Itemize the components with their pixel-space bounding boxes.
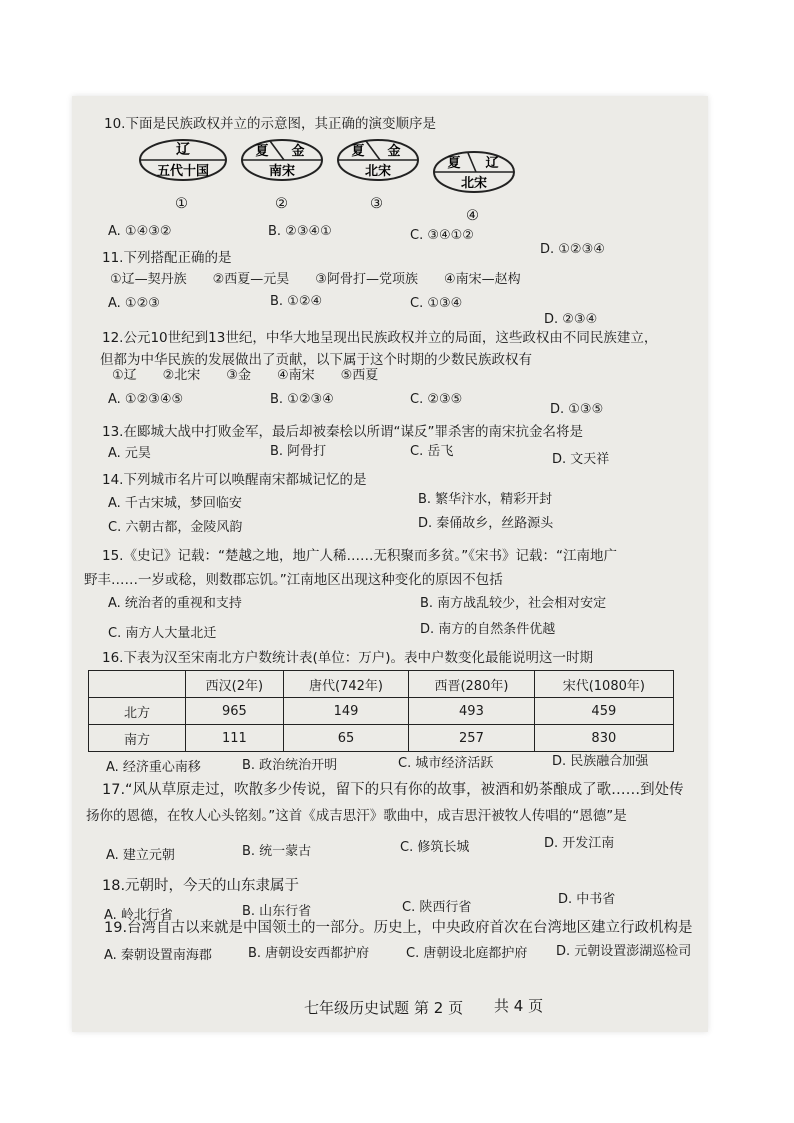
exam-page [72,96,708,1032]
table-cell: 493 [409,698,534,725]
q10-option-d: D. ①②③④ [540,242,605,257]
table-cell: 65 [283,725,408,752]
table-header-row [89,671,674,698]
q13-option-c: C. 岳飞 [410,444,454,459]
household-table [88,670,674,752]
table-header-cell: 宋代(1080年) [534,671,673,698]
q14-option-d: D. 秦俑故乡，丝路源头 [418,516,554,531]
q18-option-d: D. 中书省 [558,892,616,907]
q19-option-c: C. 唐朝设北庭都护府 [406,946,528,961]
q10-d1-num: ① [175,196,188,212]
q19-stem: 19.台湾自古以来就是中国领土的一部分。历史上，中央政府首次在台湾地区建立行政机构是 [104,920,693,936]
q13-stem: 13.在郾城大战中打败金军，最后却被秦桧以所谓“谋反”罪杀害的南宋抗金名将是 [102,424,583,440]
table-header-cell: 西晋(280年) [409,671,534,698]
q16-option-c: C. 城市经济活跃 [398,756,494,771]
q11-option-a: A. ①②③ [108,296,160,311]
table-header-cell [89,671,186,698]
q11-option-b: B. ①②④ [270,294,323,309]
q11-option-d: D. ②③④ [544,312,598,327]
q12-items: ①辽 ②北宋 ③金 ④南宋 ⑤西夏 [112,368,379,383]
q10-stem: 10.下面是民族政权并立的示意图，其正确的演变顺序是 [104,116,436,132]
q10-option-b: B. ②③④① [268,224,332,239]
q18-option-b: B. 山东行省 [242,904,312,919]
q16-option-b: B. 政治统治开明 [242,758,338,773]
q19-option-d: D. 元朝设置澎湖巡检司 [556,944,692,959]
q10-d1-top: 辽 [176,142,190,158]
q19-option-b: B. 唐朝设安西都护府 [248,946,370,961]
q12-option-d: D. ①③⑤ [550,402,604,417]
q12-option-b: B. ①②③④ [270,392,334,407]
q13-option-a: A. 元昊 [108,446,151,461]
svg-text:夏: 夏 [351,144,365,159]
q15-option-b: B. 南方战乱较少，社会相对安定 [420,596,607,611]
q14-stem: 14.下列城市名片可以唤醒南宋都城记忆的是 [102,472,367,488]
svg-text:金: 金 [291,144,305,159]
q14-option-a: A. 千古宋城，梦回临安 [108,496,242,511]
table-row [89,725,674,752]
q17-option-d: D. 开发江南 [544,836,615,851]
q15-option-c: C. 南方人大量北迁 [108,626,217,641]
svg-text:夏: 夏 [447,156,461,171]
table-cell: 965 [186,698,284,725]
table-header-cell: 唐代(742年) [283,671,408,698]
q15-stem-line2: 野丰……一岁或稔，则数郡忘饥。”江南地区出现这种变化的原因不包括 [84,572,503,588]
q14-option-b: B. 繁华汴水，精彩开封 [418,492,553,507]
q10-d3-num: ③ [370,196,383,212]
q12-option-c: C. ②③⑤ [410,392,463,407]
footer-subject: 七年级历史试题 [304,999,410,1017]
svg-text:北宋: 北宋 [364,164,392,179]
q18-option-c: C. 陕西行省 [402,900,472,915]
q11-items: ①辽—契丹族 ②西夏—元昊 ③阿骨打—党项族 ④南宋—赵构 [110,272,521,287]
q18-option-a: A. 岭北行省 [104,908,173,923]
q17-stem-line2: 扬你的恩德，在牧人心头铭刻。”这首《成吉思汗》歌曲中，成吉思汗被牧人传唱的“恩德”是 [86,808,627,824]
q17-stem-line1: 17.“风从草原走过，吹散多少传说，留下的只有你的故事，被酒和奶茶酿成了歌……到处传 [102,782,684,798]
q17-option-c: C. 修筑长城 [400,840,470,855]
q14-option-c: C. 六朝古都，金陵风韵 [108,520,243,535]
q13-option-b: B. 阿骨打 [270,444,327,459]
table-cell: 257 [409,725,534,752]
q10-d1-bottom: 五代十国 [156,164,210,179]
table-header-cell: 西汉(2年) [186,671,284,698]
footer-page: 第 2 页 [414,999,464,1017]
table-cell: 111 [186,725,284,752]
q10-option-a: A. ①④③② [108,224,172,239]
q12-stem-line1: 12.公元10世纪到13世纪，中华大地呈现出民族政权并立的局面，这些政权由不同民族建立， [102,330,658,346]
svg-text:辽: 辽 [485,156,499,171]
q10-diagram-4 [432,150,516,194]
q13-option-d: D. 文天祥 [552,452,610,467]
svg-text:金: 金 [387,144,401,159]
q11-option-c: C. ①③④ [410,296,463,311]
q15-option-d: D. 南方的自然条件优越 [420,622,556,637]
footer-total: 共 4 页 [494,997,544,1015]
table-cell: 北方 [89,698,186,725]
q11-stem: 11.下列搭配正确的是 [102,250,232,266]
q12-option-a: A. ①②③④⑤ [108,392,184,407]
q10-diagram-2 [240,138,324,182]
q16-option-d: D. 民族融合加强 [552,754,649,769]
q15-stem-line1: 15.《史记》记载：“楚越之地，地广人稀……无积聚而多贫。”《宋书》记载：“江南地广 [102,548,617,564]
q16-stem: 16.下表为汉至宋南北方户数统计表(单位：万户)。表中户数变化最能说明这一时期 [102,650,594,666]
table-cell: 南方 [89,725,186,752]
table-row [89,698,674,725]
q10-diagram-1 [138,138,228,182]
q10-d4-num: ④ [466,208,479,224]
q17-option-a: A. 建立元朝 [106,848,175,863]
q12-stem-line2: 但都为中华民族的发展做出了贡献，以下属于这个时期的少数民族政权有 [100,352,532,368]
q17-option-b: B. 统一蒙古 [242,844,312,859]
svg-text:南宋: 南宋 [268,164,296,179]
table-cell: 459 [534,698,673,725]
q19-option-a: A. 秦朝设置南海郡 [104,948,212,963]
q10-diagram-3 [336,138,420,182]
svg-text:夏: 夏 [255,144,269,159]
q15-option-a: A. 统治者的重视和支持 [108,596,242,611]
table-cell: 830 [534,725,673,752]
q18-stem: 18.元朝时，今天的山东隶属于 [102,878,300,894]
q10-d2-num: ② [275,196,288,212]
table-cell: 149 [283,698,408,725]
q16-option-a: A. 经济重心南移 [106,760,201,775]
svg-text:北宋: 北宋 [460,176,488,191]
q10-option-c: C. ③④①② [410,228,474,243]
